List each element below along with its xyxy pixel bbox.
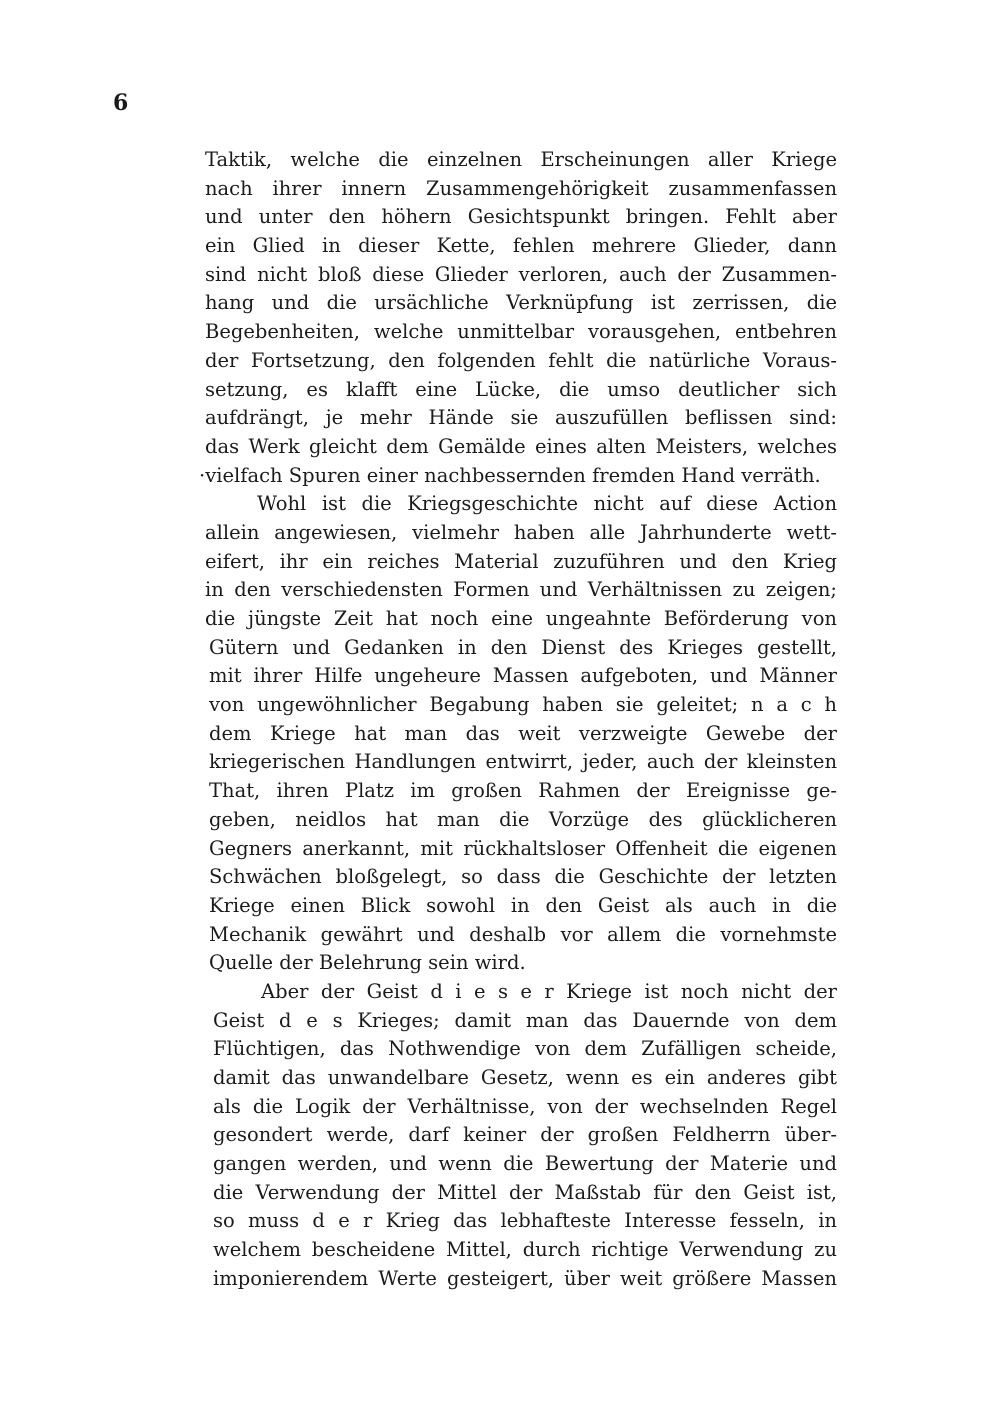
text-line: so muss d e r Krieg das lebhafteste Interesse fesseln, in: [213, 1209, 837, 1233]
text-line: Flüchtigen, das Nothwendige von dem Zufälligen scheide,: [213, 1037, 837, 1061]
text-line: allein angewiesen, vielmehr haben alle Jahrhunderte wett-: [205, 520, 837, 544]
text-line: Kriege einen Blick sowohl in den Geist als auch in die: [209, 893, 837, 917]
text-line: ein Glied in dieser Kette, fehlen mehrere Glieder, dann: [205, 234, 837, 258]
text-line: Gütern und Gedanken in den Dienst des Krieges gestellt,: [209, 635, 837, 659]
text-line: der Fortsetzung, den folgenden fehlt die natürliche Voraus-: [205, 348, 837, 372]
paragraph-first-line: Aber der Geist d i e s e r Kriege ist noch nicht der: [261, 979, 837, 1003]
text-line: welchem bescheidene Mittel, durch richtige Verwendung zu: [213, 1238, 837, 1262]
text-line: Quelle der Belehrung sein wird.: [209, 951, 526, 975]
text-line: Taktik, welche die einzelnen Erscheinungen aller Kriege: [205, 148, 837, 171]
text-line: That, ihren Platz im großen Rahmen der Ereignisse ge-: [209, 779, 837, 803]
text-line: als die Logik der Verhältnisse, von der wechselnden Regel: [213, 1094, 837, 1118]
text-line: kriegerischen Handlungen entwirrt, jeder, auch der kleinsten: [209, 750, 837, 774]
text-line: setzung, es klafft eine Lücke, die umso deutlicher sich: [205, 377, 837, 401]
text-line: sind nicht bloß diese Glieder verloren, auch der Zusammen-: [205, 262, 837, 286]
text-line: Schwächen bloßgelegt, so dass die Geschichte der letzten: [209, 865, 837, 889]
text-line: aufdrängt, je mehr Hände sie auszufüllen beflissen sind:: [205, 406, 837, 430]
text-line: ·vielfach Spuren einer nachbessernden fremden Hand verräth.: [199, 463, 821, 487]
text-line: von ungewöhnlicher Begabung haben sie geleitet; n a c h: [209, 693, 837, 717]
text-line: dem Kriege hat man das weit verzweigte Gewebe der: [209, 721, 837, 745]
text-line: eifert, ihr ein reiches Material zuzuführen und den Krieg: [205, 549, 837, 573]
text-line: in den verschiedensten Formen und Verhältnissen zu zeigen;: [205, 578, 837, 602]
text-line: nach ihrer innern Zusammengehörigkeit zusammenfassen: [205, 176, 837, 200]
page-number: 6: [113, 90, 129, 116]
text-line: Begebenheiten, welche unmittelbar vorausgehen, entbehren: [205, 320, 837, 344]
text-line: gesondert werde, darf keiner der großen Feldherrn über-: [213, 1123, 837, 1147]
text-line: Geist d e s Krieges; damit man das Dauernde von dem: [213, 1008, 837, 1032]
text-line: imponierendem Werte gesteigert, über weit größere Massen: [213, 1266, 837, 1290]
text-line: die jüngste Zeit hat noch eine ungeahnte Beförderung von: [205, 607, 837, 630]
body-text: [199, 146, 837, 1294]
text-line: und unter den höhern Gesichtspunkt bringen. Fehlt aber: [205, 205, 837, 229]
text-line: gangen werden, und wenn die Bewertung der Materie und: [213, 1152, 837, 1176]
paragraph-first-line: Wohl ist die Kriegsgeschichte nicht auf diese Action: [257, 492, 837, 516]
text-line: das Werk gleicht dem Gemälde eines alten Meisters, welches: [205, 434, 837, 458]
text-line: geben, neidlos hat man die Vorzüge des glücklicheren: [209, 807, 837, 831]
text-line: mit ihrer Hilfe ungeheure Massen aufgeboten, und Männer: [209, 664, 837, 688]
text-line: damit das unwandelbare Gesetz, wenn es ein anderes gibt: [213, 1066, 837, 1089]
text-line: die Verwendung der Mittel der Maßstab für den Geist ist,: [213, 1180, 837, 1204]
text-line: Mechanik gewährt und deshalb vor allem die vornehmste: [209, 922, 837, 946]
text-line: Gegners anerkannt, mit rückhaltsloser Offenheit die eigenen: [209, 836, 837, 860]
text-line: hang und die ursächliche Verknüpfung ist zerrissen, die: [205, 291, 837, 315]
